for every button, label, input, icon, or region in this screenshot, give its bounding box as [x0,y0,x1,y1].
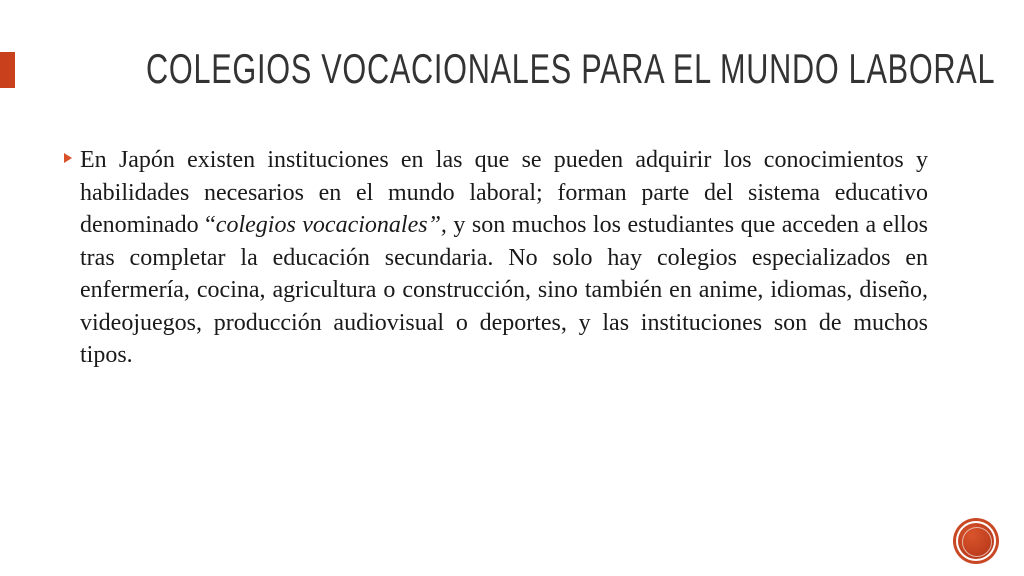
slide-body [60,144,928,372]
bullet-triangle-icon [64,153,72,163]
bullet-text [80,144,928,372]
page-badge-icon [956,521,996,561]
bullet-text-italic: colegios vocacionales”, [215,212,447,238]
title-accent-bar [0,52,15,88]
page-badge-ring [962,527,992,557]
bullet-text-after: y son muchos los estudiantes que acceden a ellos tras completar la educación secundaria. No solo hay colegios especializados en enfermería, cocina, agricultura o construcción, sino también en anime, idiomas, diseño, videojuegos, producción audiovisual o deportes, y las instituciones son de muchos tipos. [80,212,928,368]
slide-title: COLEGIOS VOCACIONALES PARA EL MUNDO LABORAL [146,45,996,92]
bullet-text-before: En Japón existen instituciones en las que se pueden adquirir los conocimientos y habilidades necesarios en el mundo laboral; forman parte del sistema educativo denominado “ [80,147,928,238]
bullet-item [60,144,928,372]
